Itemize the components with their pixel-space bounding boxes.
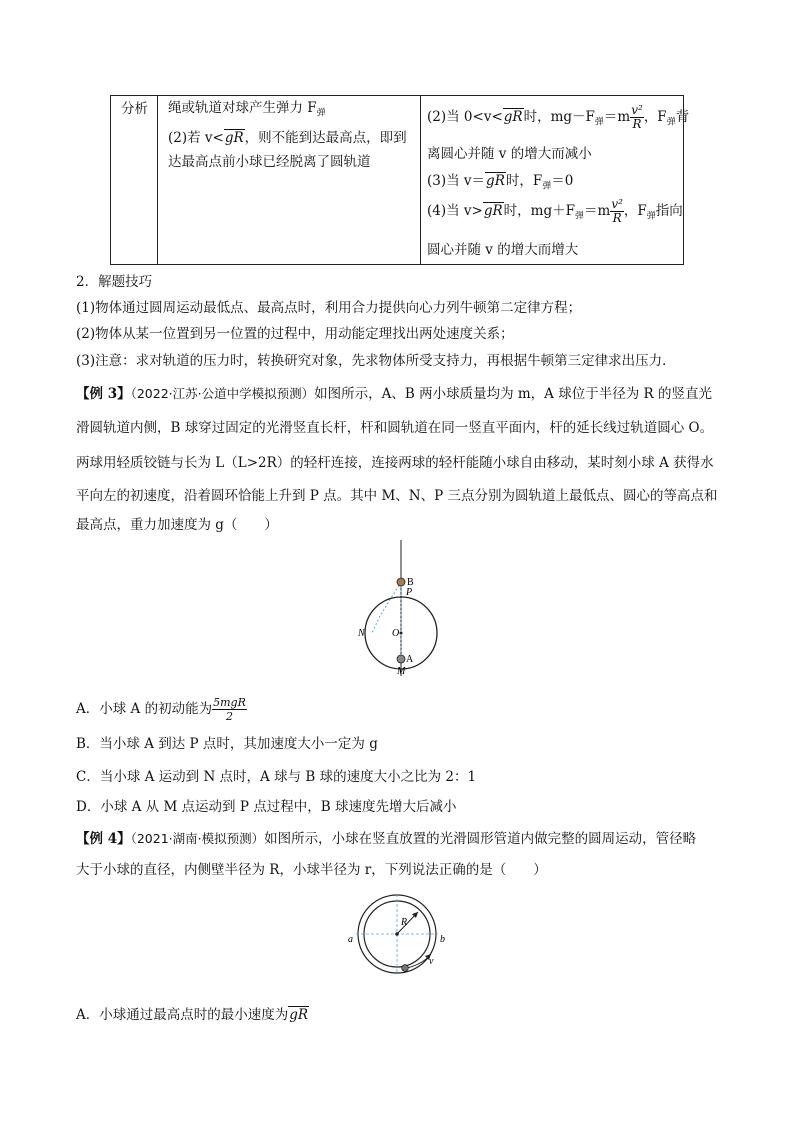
table-middle-cell (158, 96, 421, 264)
label-b-point: b (440, 934, 445, 945)
example-3-line-4: 平向左的初速度，沿着圆环恰能上升到 P 点。其中 M、N、P 三点分别为圆轨道上最低点、圆心的等高点和 (76, 488, 718, 504)
example-4-figure (345, 884, 455, 976)
right-line-5: 圆心并随 v 的增大而增大 (427, 242, 579, 258)
table-middle-text: 绳或轨道对球产生弹力 $F_弹$ (2)若 v<gR，则不能到达最高点，即到 达最高点前小球已经脱离了圆轨道 (168, 100, 407, 170)
label-a: A (406, 654, 414, 665)
label-n: N (358, 628, 365, 639)
example-3-source: （2022·江苏·公道中学模拟预测） (130, 386, 315, 401)
example-3-line-3: 两球用轻质铰链与长为 L（L>2R）的轻杆连接，连接两球的轻杆能随小球自由移动，某时刻小球 A 获得水 (76, 455, 714, 471)
section-heading: 2．解题技巧 (76, 274, 153, 290)
example-3-line-5: 最高点，重力加速度为 g（ ） (76, 517, 278, 533)
right-line-2: 离圆心并随 v 的增大而减小 (427, 146, 592, 162)
example-3-figure (350, 538, 450, 680)
label-b: B (407, 577, 414, 588)
example-3-tag: 【例 3】 (76, 386, 131, 402)
analysis-table (110, 95, 690, 265)
label-v: v (429, 956, 434, 967)
ball-a (397, 655, 405, 663)
example-4-option-a: A．小球通过最高点时的最小速度为gR (76, 1007, 309, 1023)
example-3-option-b: B．当小球 A 到达 P 点时，其加速度大小一定为 g (76, 736, 378, 752)
example-3-option-d: D．小球 A 从 M 点运动到 P 点过程中，B 球速度先增大后减小 (76, 799, 457, 815)
example-3-line-1: 【例 3】（2022·江苏·公道中学模拟预测）如图所示，A、B 两小球质量均为 m，A 球位于半径为 R 的竖直光 (76, 386, 712, 402)
label-o: O (392, 628, 400, 639)
label-a-point: a (348, 934, 353, 945)
label-p: P (406, 587, 413, 598)
example-3-option-c: C．当小球 A 运动到 N 点时，A 球与 B 球的速度大小之比为 2：1 (76, 769, 477, 785)
label-m: M (397, 666, 406, 677)
right-line-1: (2)当 0<v<gR时，$mg-F_弹=m$ $\frac{\text{v²}}{R}$ ，$F_弹$背 (427, 103, 690, 131)
tip-2: (2)物体从某一位置到另一位置的过程中，用动能定理找出两处速度关系； (76, 326, 514, 342)
table-right-cell (421, 96, 690, 264)
example-4-tag: 【例 4】 (76, 831, 131, 847)
example-3-option-a: A．小球 A 的初动能为 $\frac{\text{5mgR}}{2}$ (76, 696, 246, 723)
tip-1: (1)物体通过圆周运动最低点、最高点时，利用合力提供向心力列牛顿第二定律方程； (76, 300, 582, 316)
example-3-line-2: 滑圆轨道内侧，B 球穿过固定的光滑竖直长杆，杆和圆轨道在同一竖直平面内，杆的延长线过轨道圆心 O。 (76, 420, 714, 436)
ball (402, 965, 409, 972)
table-label-cell (111, 96, 158, 264)
example-4-line-1: 【例 4】（2021·湖南·模拟预测）如图所示，小球在竖直放置的光滑圆形管道内做完整的圆周运动，管径略 (76, 831, 697, 847)
ball-b (397, 578, 405, 586)
label-r: R (401, 917, 408, 928)
table-label: 分析 (121, 101, 148, 117)
right-line-3: (3)当 v＝gR时，$F_弹=0$ (427, 173, 574, 192)
example-4-source: （2021·湖南·模拟预测） (130, 831, 265, 846)
tip-3: (3)注意：求对轨道的压力时，转换研究对象，先求物体所受支持力，再根据牛顿第三定律求出压力． (76, 353, 676, 369)
right-line-4: (4)当 v>gR时，$mg+F_弹=m$ $\frac{\text{v²}}{R}$ ，$F_弹$指向 (427, 197, 683, 225)
example-4-line-2: 大于小球的直径，内侧壁半径为 R，小球半径为 r，下列说法正确的是（ ） (76, 862, 547, 878)
